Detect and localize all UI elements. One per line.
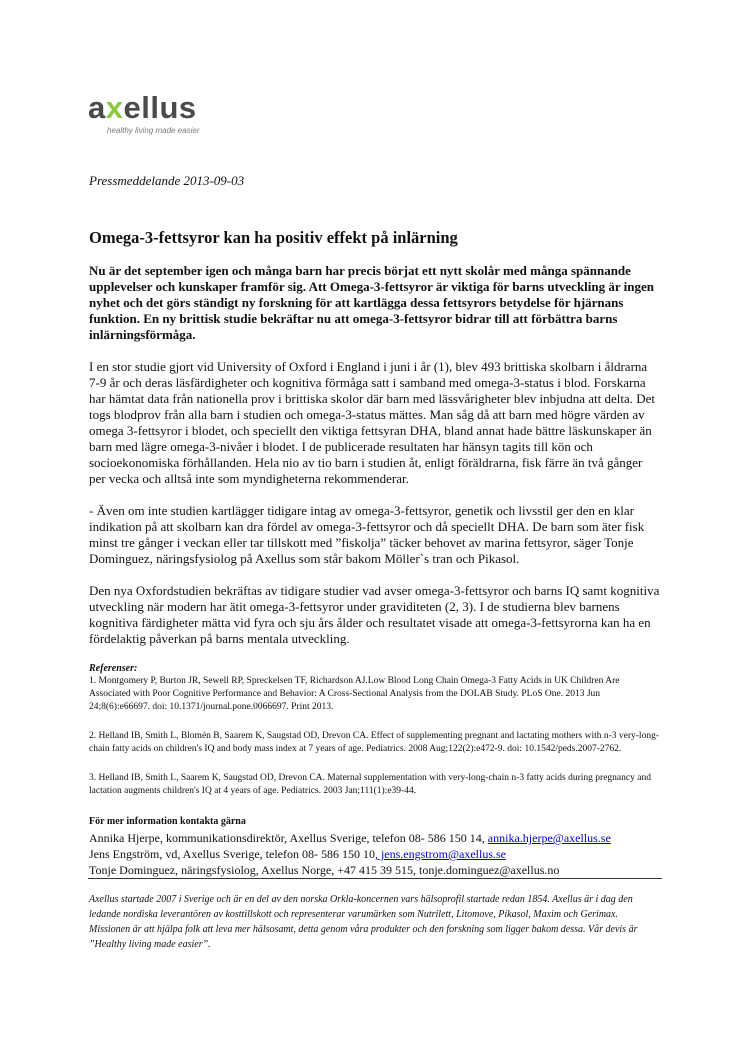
lead-paragraph: Nu är det september igen och många barn har precis börjat ett nytt skolår med många spännande upplevelser och kunskaper framför sig. Att Omega-3-fettsyror är viktiga för barns utveckling är ingen nyhet och det görs ständigt ny forskning för att kartlägga dessa fettsyrors betydelse för hjärnans funktion. En ny brittisk studie bekräftar nu att omega-3-fettsyror bidrar till att förbättra barns inlärningsförmåga. <box>89 263 655 342</box>
article-body <box>89 263 661 878</box>
logo-tagline: healthy living made easier <box>107 126 200 135</box>
headline: Omega-3-fettsyror kan ha positiv effekt på inlärning <box>89 228 458 247</box>
reference-item-1: 1. Montgomery P, Burton JR, Sewell RP, Spreckelsen TF, Richardson AJ.Low Blood Long Chain Omega-3 Fatty Acids in UK Children Are Associated with Poor Cognitive Performance and Behavior: A Cross-Sectional Analysis from the DOLAB Study. PLoS One. 2013 Jun 24;8(6):e66697. doi: 10.1371/journal.pone.0066697. Print 2013. <box>89 676 620 712</box>
reference-item-3: 3. Helland IB, Smith L, Saarem K, Saugstad OD, Drevon CA. Maternal supplementation with very-long-chain n-3 fatty acids during pregnancy and lactation augments children's IQ at 4 years of age. Pediatrics. 2003 Jan;111(1):e39-44. <box>89 773 651 796</box>
logo-wordmark <box>88 92 197 124</box>
contact-1-text: Annika Hjerpe, kommunikationsdirektör, Axellus Sverige, telefon 08- 586 150 14, <box>89 831 488 845</box>
body-paragraph-1: I en stor studie gjort vid University of Oxford i England i juni i år (1), blev 493 brittiska skolbarn i åldrarna 7-9 år och deras läsfärdigheter och kognitiva förmåga satt i samband med omega-3-status i blod. Forskarna har hämtat data från nationella prov i brittiska skolor där barn med lässvårigheter blev inbjudna att delta. Det togs blodprov från alla barn i studien och omega-3-status mättes. Man såg då att barn med högre värden av omega 3-fettsyror i blodet, och speciellt den viktiga fettsyran DHA, bland annat hade bättre läskunskaper än barn med lägre omega-3-nivåer i blodet. I de publicerade resultaten har hänsyn tagits till kön och socioekonomiska förhållanden. Hela nio av tio barn i studien åt, enligt föräldrarna, fisk färre än två gånger per vecka och alltså inte som myndigheterna rekommenderar. <box>89 359 656 486</box>
references-section <box>89 662 661 798</box>
logo-letters-suffix: ellus <box>123 90 197 125</box>
reference-item-2: 2. Helland IB, Smith L, Blomén B, Saarem K, Saugstad OD, Drevon CA. Effect of supplementing pregnant and lactating mothers with n-3 very-long-chain fatty acids on children's IQ and body mass index at 7 years of age. Pediatrics. 2008 Aug;122(2):e472-9. doi: 10.1542/peds.2007-2762. <box>89 731 659 754</box>
body-paragraph-3: Den nya Oxfordstudien bekräftas av tidigare studier vad avser omega-3-fettsyror och barns IQ samt kognitiva utveckling när modern har ätit omega-3-fettsyror under graviditeten (2, 3). I de studierna blev barnens kognitiva färdigheter mätta vid fyra och sju års ålder och resultatet visade att omega-3-fettsyrorna kan ha en fördelaktig påverkan på barns mentala utveckling. <box>89 583 660 646</box>
contact-section <box>89 814 661 878</box>
footer-divider <box>88 878 662 879</box>
logo-letters-prefix: a <box>88 90 106 125</box>
email-link-jens[interactable]: , jens.engstrom@axellus.se <box>374 847 506 861</box>
logo-letter-x: x <box>105 90 124 125</box>
contact-line-1 <box>89 830 661 846</box>
press-release-date: Pressmeddelande 2013-09-03 <box>89 173 245 188</box>
contact-title: För mer information kontakta gärna <box>89 816 246 827</box>
contact-line-3: Tonje Dominguez, näringsfysiolog, Axellus Norge, +47 415 39 515, tonje.dominguez@axellus.no <box>89 863 560 877</box>
contact-line-2 <box>89 846 661 862</box>
email-link-annika[interactable]: annika.hjerpe@axellus.se <box>487 831 611 845</box>
contact-2-text: Jens Engström, vd, Axellus Sverige, telefon 08- 586 150 10 <box>89 847 375 861</box>
axellus-logo <box>88 92 238 140</box>
references-title: Referenser: <box>89 663 138 674</box>
body-paragraph-2: - Även om inte studien kartlägger tidigare intag av omega-3-fettsyror, genetik och livsstil ger den en klar indikation på att skolbarn kan dra fördel av omega-3-fettsyror och då speciellt DHA. De barn som äter fisk minst tre gånger i veckan eller tar tillskott med ”fiskolja” täcker behovet av marina fettsyror, säger Tonje Dominguez, näringsfysiolog på Axellus som står bakom Möller`s tran och Pikasol. <box>89 503 645 566</box>
footer-boilerplate: Axellus startade 2007 i Sverige och är en del av den norska Orkla-koncernen vars hälsoprofil startade redan 1854. Axellus är i dag den ledande nordiska leverantören av kosttillskott och representerar varumärken som Nutrilett, Litomove, Pikasol, Maxim och Gerimax. Missionen är att hjälpa folk att leva mer hälsosamt, detta genom våra produkter och den forskning som ligger bakom dessa. Vår devis är ”Healthy living made easier”. <box>89 894 638 950</box>
